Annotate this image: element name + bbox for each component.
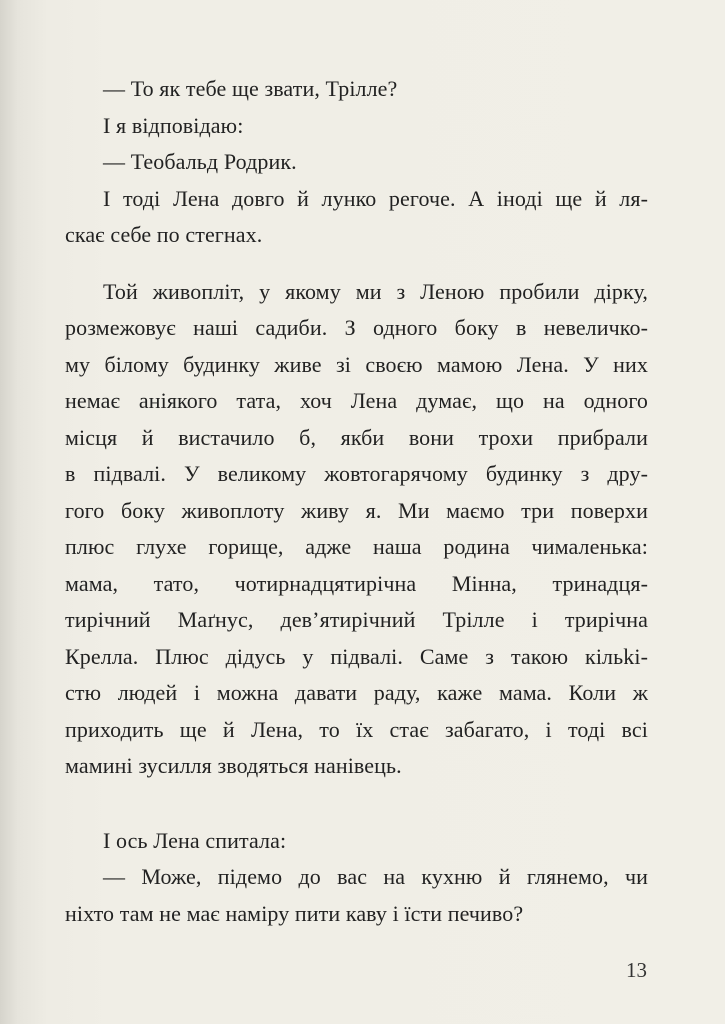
text-line: тирічний Маґнус, дев’ятирічний Трілле і трирічна (65, 607, 648, 632)
text-line: плюс глухе горище, адже наша родина чималенька: (65, 534, 648, 559)
text-line: І ось Лена спитала: (103, 827, 287, 853)
text-line: розмежовує наші садиби. З одного боку в невеличко- (65, 315, 648, 340)
text-line: в підвалі. У великому жовтогарячому будинку з дру- (65, 461, 648, 486)
paragraph-dialogue (65, 71, 648, 254)
text-line: ніхто там не має наміру пити каву і їсти печиво? (65, 900, 524, 926)
text-line: Той живопліт, у якому ми з Леною пробили дірку, (103, 278, 648, 304)
text-line: приходить ще й Лена, то їх стає забагато, і тоді всі (65, 716, 648, 742)
text-line: Крелла. Плюс дідусь у підвалі. Саме з такою кільki- (65, 643, 648, 669)
text-block (65, 71, 648, 932)
text-line: — То як тебе ще звати, Трілле? (103, 76, 398, 101)
text-line: І тоді Лена довго й лунко регоче. А іноді ще й ля- (103, 185, 648, 211)
text-line: стю людей і можна давати раду, каже мама. Коли ж (65, 680, 648, 705)
text-line: му білому будинку живе зі своєю мамою Лена. У них (65, 351, 648, 377)
page-number: 13 (626, 958, 647, 982)
paragraph-hedge (65, 274, 648, 785)
text-line: — Може, підемо до вас на кухню й глянемо, чи (103, 864, 648, 889)
text-line: мамині зусилля зводяться нанівець. (65, 753, 402, 778)
text-line: немає аніякого тата, хоч Лена думає, що на одного (65, 388, 648, 413)
paragraph-gap (103, 254, 648, 274)
paragraph-gap (103, 785, 648, 823)
text-line: гого боку живоплоту живу я. Ми маємо три поверхи (65, 497, 648, 523)
paragraph-question (65, 823, 648, 933)
text-line: мама, тато, чотирнадцятирічна Мінна, тринадця- (65, 570, 648, 596)
text-line: І я відповідаю: (103, 112, 244, 138)
text-line: скає себе по стегнах. (65, 222, 263, 247)
text-line: — Теобальд Родрик. (103, 149, 297, 174)
text-line: місця й вистачило б, якби вони трохи прибрали (65, 424, 648, 450)
